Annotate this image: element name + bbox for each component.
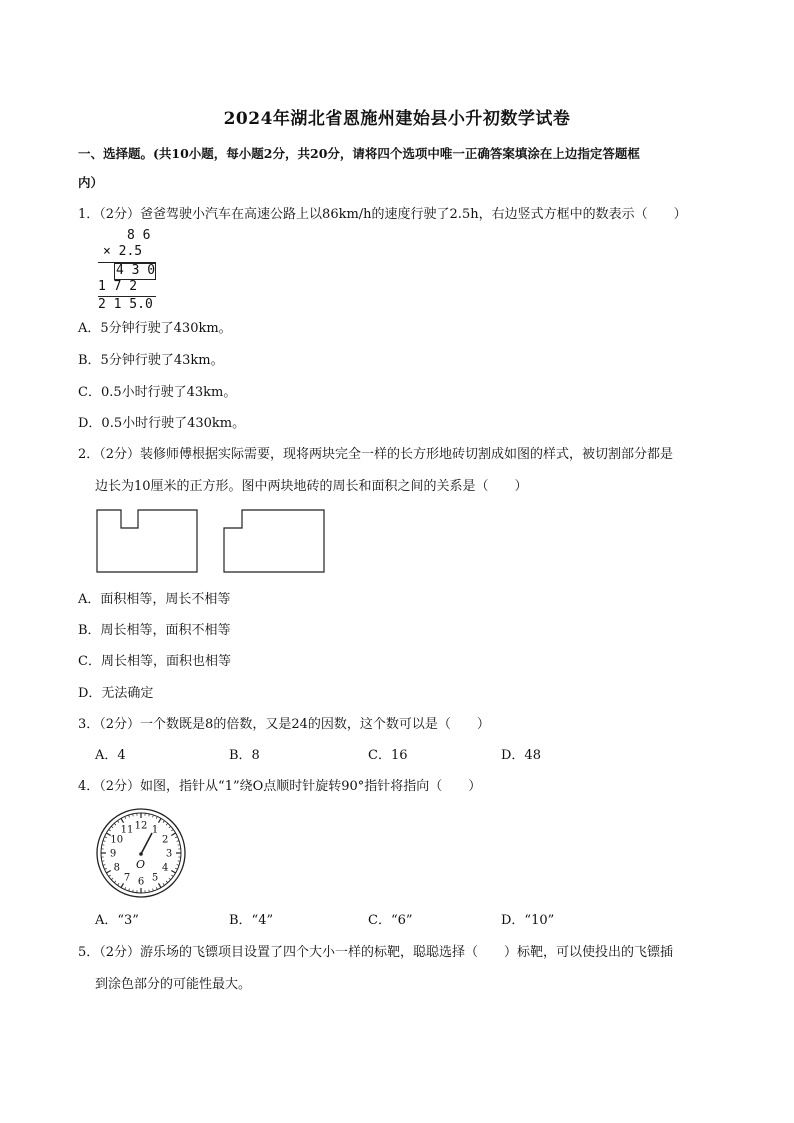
clock-figure — [95, 807, 187, 899]
calc-multiplicand: 8 6 — [127, 228, 151, 243]
q3-option-c: C．16 — [368, 748, 408, 763]
clock-tick — [153, 815, 154, 817]
clock-number: 10 — [110, 834, 124, 846]
question-5-stem-cont: 到涂色部分的可能性最大。 — [95, 977, 252, 992]
clock-tick — [111, 826, 113, 828]
clock-tick — [125, 816, 126, 818]
calc-partial-1: 4 3 0 — [116, 263, 156, 278]
clock-tick — [125, 887, 126, 889]
calc-partial-2: 1 7 2 — [98, 279, 138, 294]
clock-number: 8 — [113, 862, 120, 874]
page-title: 2024年湖北省恩施州建始县小升初数学试卷 — [223, 109, 571, 129]
question-1-stem: 1．（2分）爸爸驾驶小汽车在高速公路上以86km/h的速度行驶了2.5h，右边竖式方框中的数表示（ ） — [78, 207, 687, 222]
section-heading-cont: 内） — [78, 175, 104, 190]
tile-notched-corner — [224, 510, 324, 572]
question-2-stem: 2．（2分）装修师傅根据实际需要，现将两块完全一样的长方形地砖切割成如图的样式，被切割部分都是 — [78, 447, 674, 462]
q1-option-b: B．5分钟行驶了43km。 — [78, 353, 224, 368]
q4-option-c: C．“6” — [368, 913, 413, 928]
section-heading: 一、选择题。(共10小题，每小题2分，共20分，请将四个选项中唯一正确答案填涂在上边指定答题框 — [78, 146, 640, 161]
calc-multiplier: × 2.5 — [103, 244, 143, 259]
clock-tick — [163, 821, 164, 823]
tile-notched-top — [97, 510, 197, 572]
clock-tick — [177, 865, 179, 866]
clock-tick — [117, 821, 118, 823]
clock-tick — [104, 837, 106, 838]
question-5-stem: 5．（2分）游乐场的飞镖项目设置了四个大小一样的标靶，聪聪选择（ ）标靶，可以使投出的飞镖插 — [78, 945, 674, 960]
clock-tick — [104, 868, 106, 869]
clock-tick — [129, 889, 130, 891]
q3-option-b: B．8 — [229, 748, 260, 763]
clock-tick — [106, 871, 110, 874]
q4-option-a: A．“3” — [95, 913, 139, 928]
clock-tick — [121, 883, 124, 887]
q2-option-d: D．无法确定 — [78, 686, 154, 701]
clock-number: 9 — [109, 848, 117, 860]
clock-tick — [109, 875, 111, 876]
q2-option-b: B．周长相等，面积不相等 — [78, 623, 231, 638]
clock-tick — [109, 829, 111, 830]
clock-tick — [177, 841, 179, 842]
clock-tick — [156, 816, 157, 818]
clock-tick — [175, 868, 177, 869]
clock-tick — [114, 881, 116, 883]
vertical-multiplication — [92, 228, 162, 318]
clock-tick — [159, 883, 162, 887]
clock-tick — [166, 881, 168, 883]
clock-tick — [114, 823, 116, 825]
clock-tick — [103, 865, 105, 866]
q1-option-c: C．0.5小时行驶了43km。 — [78, 385, 237, 400]
clock-tick — [103, 841, 105, 842]
q1-option-a: A．5分钟行驶了430km。 — [78, 321, 232, 336]
clock-number: 7 — [123, 872, 131, 884]
clock-tick — [166, 823, 168, 825]
clock-tick — [117, 883, 118, 885]
q4-option-d: D．“10” — [501, 913, 555, 928]
clock-tick — [159, 818, 162, 822]
clock-number: 4 — [162, 862, 169, 874]
clock-number: 1 — [151, 824, 159, 836]
clock-tick — [129, 815, 130, 817]
q4-option-b: B．“4” — [229, 913, 274, 928]
clock-tick — [153, 889, 154, 891]
clock-hand — [141, 833, 152, 854]
question-2-stem-cont: 边长为10厘米的正方形。图中两块地砖的周长和面积之间的关系是（ ） — [95, 479, 528, 494]
clock-tick — [171, 833, 175, 836]
clock-number: 5 — [151, 872, 159, 884]
clock-number: 11 — [120, 824, 134, 836]
clock-tick — [156, 887, 157, 889]
q1-option-d: D．0.5小时行驶了430km。 — [78, 416, 246, 431]
q2-option-c: C．周长相等，面积也相等 — [78, 654, 231, 669]
calc-product: 2 1 5.0 — [98, 297, 153, 312]
clock-tick — [171, 875, 173, 876]
question-4-stem: 4．（2分）如图，指针从“1”绕O点顺时针旋转90°指针将指向（ ） — [78, 779, 482, 794]
clock-tick — [111, 878, 113, 880]
question-3-stem: 3．（2分）一个数既是8的倍数，又是24的因数，这个数可以是（ ） — [78, 717, 490, 732]
clock-number: 12 — [134, 820, 148, 832]
clock-number: 6 — [137, 876, 145, 888]
q3-option-d: D．48 — [501, 748, 541, 763]
clock-center-label: O — [136, 858, 146, 871]
q2-option-a: A．面积相等，周长不相等 — [78, 592, 231, 607]
clock-tick — [171, 871, 175, 874]
clock-center-dot — [139, 852, 143, 856]
tile-figures — [92, 508, 332, 578]
clock-tick — [171, 829, 173, 830]
clock-tick — [121, 818, 124, 822]
clock-tick — [163, 883, 164, 885]
clock-number: 3 — [165, 848, 173, 860]
q3-option-a: A．4 — [95, 748, 126, 763]
clock-number: 2 — [162, 834, 169, 846]
clock-tick — [169, 878, 171, 880]
clock-tick — [175, 837, 177, 838]
clock-tick — [169, 826, 171, 828]
